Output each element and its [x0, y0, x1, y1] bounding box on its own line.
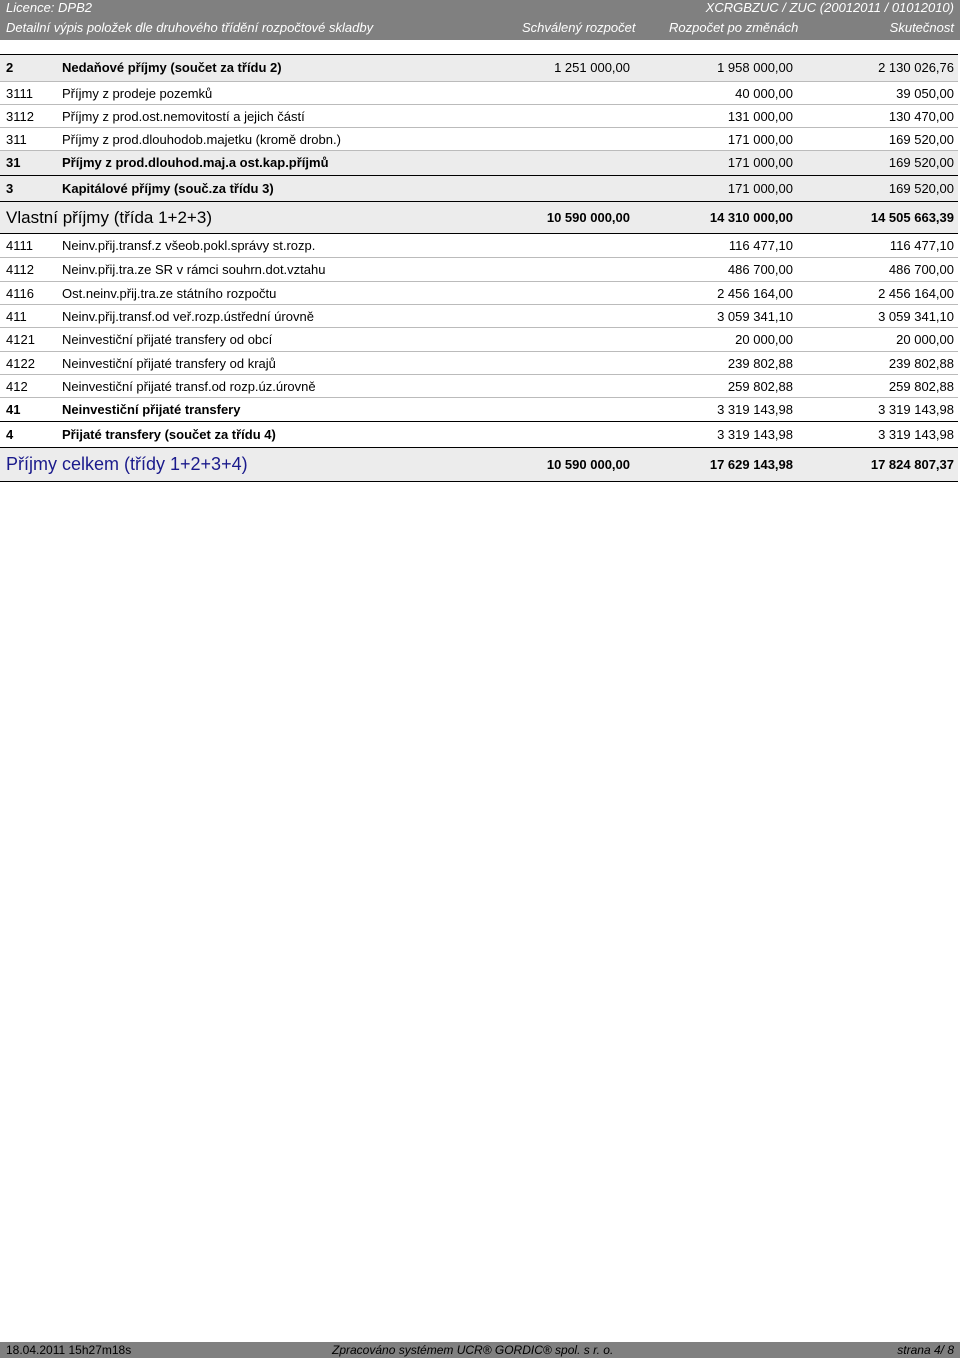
row-name: Vlastní příjmy (třída 1+2+3) [6, 208, 212, 227]
row-after-changes: 171 000,00 [727, 181, 793, 196]
table-row [0, 327, 958, 352]
row-name: Neinvestiční přijaté transfery [62, 402, 241, 417]
row-code: 4112 [6, 262, 34, 277]
table-row [0, 257, 958, 282]
row-name: Příjmy z prod.ost.nemovitostí a jejich částí [62, 109, 305, 124]
table-row [0, 150, 958, 175]
row-name: Kapitálové příjmy (souč.za třídu 3) [62, 181, 274, 196]
row-name: Neinv.přij.transf.od veř.rozp.ústřední úrovně [62, 309, 314, 324]
row-after-changes: 20 000,00 [735, 332, 793, 347]
row-name: Nedaňové příjmy (součet za třídu 2) [62, 60, 282, 75]
table-row [0, 304, 958, 328]
row-name: Příjmy z prodeje pozemků [62, 86, 213, 101]
row-approved: 10 590 000,00 [546, 210, 630, 225]
report-subtitle: Detailní výpis položek dle druhového třídění rozpočtové skladby [6, 20, 374, 35]
row-approved: 1 251 000,00 [554, 60, 630, 75]
row-after-changes: 3 059 341,10 [717, 309, 793, 324]
table-row [0, 54, 958, 81]
row-actual: 169 520,00 [888, 132, 954, 147]
row-actual: 486 700,00 [888, 262, 954, 277]
table-row [0, 127, 958, 151]
table-row [0, 351, 958, 375]
row-after-changes: 171 000,00 [727, 132, 793, 147]
row-name: Neinvestiční přijaté transf.od rozp.úz.úrovně [62, 379, 316, 394]
row-actual: 130 470,00 [888, 109, 954, 124]
row-after-changes: 40 000,00 [735, 86, 793, 101]
row-after-changes: 2 456 164,00 [717, 286, 793, 301]
row-code: 4111 [6, 238, 33, 253]
row-code: 2 [6, 60, 14, 75]
row-code: 4122 [6, 356, 35, 371]
col-header-after-changes: Rozpočet po změnách [669, 20, 799, 35]
col-header-approved: Schválený rozpočet [522, 20, 636, 35]
table-row [0, 447, 958, 482]
row-name: Neinvestiční přijaté transfery od obcí [62, 332, 273, 347]
row-name: Přijaté transfery (součet za třídu 4) [62, 427, 276, 442]
row-code: 3111 [6, 86, 33, 101]
row-actual: 3 319 143,98 [878, 402, 954, 417]
report-footer [0, 1342, 960, 1358]
report-header [0, 0, 960, 40]
row-after-changes: 1 958 000,00 [717, 60, 793, 75]
row-code: 4121 [6, 332, 35, 347]
row-name: Neinvestiční přijaté transfery od krajů [62, 356, 276, 371]
table-row [0, 175, 958, 201]
row-actual: 20 000,00 [896, 332, 954, 347]
table-row [0, 397, 958, 422]
col-header-actual: Skutečnost [889, 20, 954, 35]
row-name: Neinv.přij.transf.z všeob.pokl.správy st.rozp. [62, 238, 316, 253]
row-actual: 169 520,00 [888, 155, 954, 170]
row-after-changes: 239 802,88 [727, 356, 793, 371]
row-code: 3 [6, 181, 14, 196]
row-actual: 239 802,88 [888, 356, 954, 371]
row-name: Příjmy z prod.dlouhod.maj.a ost.kap.příjmů [62, 155, 329, 170]
row-after-changes: 116 477,10 [728, 238, 793, 253]
row-after-changes: 14 310 000,00 [709, 210, 793, 225]
row-actual: 3 319 143,98 [878, 427, 954, 442]
row-code: 311 [6, 132, 27, 147]
row-name: Příjmy z prod.dlouhodob.majetku (kromě drobn.) [62, 132, 341, 147]
table-row [0, 81, 958, 105]
table-row [0, 421, 958, 447]
row-code: 31 [6, 155, 21, 170]
table-row [0, 281, 958, 305]
table-row [0, 201, 958, 234]
row-actual: 14 505 663,39 [870, 210, 954, 225]
row-actual: 3 059 341,10 [878, 309, 954, 324]
row-actual: 2 456 164,00 [878, 286, 954, 301]
table-row [0, 234, 958, 257]
row-after-changes: 171 000,00 [727, 155, 793, 170]
row-after-changes: 259 802,88 [727, 379, 793, 394]
row-code: 4116 [6, 286, 34, 301]
row-actual: 2 130 026,76 [878, 60, 954, 75]
row-approved: 10 590 000,00 [546, 457, 630, 472]
row-name: Neinv.přij.tra.ze SR v rámci souhrn.dot.vztahu [62, 262, 326, 277]
row-code: 41 [6, 402, 21, 417]
row-code: 411 [6, 309, 27, 324]
row-after-changes: 131 000,00 [727, 109, 793, 124]
row-name: Příjmy celkem (třídy 1+2+3+4) [6, 454, 248, 474]
footer-page-number: strana 4/ 8 [897, 1343, 954, 1357]
row-code: 3112 [6, 109, 34, 124]
row-after-changes: 486 700,00 [727, 262, 793, 277]
row-actual: 259 802,88 [888, 379, 954, 394]
row-actual: 116 477,10 [889, 238, 954, 253]
row-name: Ost.neinv.přij.tra.ze státního rozpočtu [62, 286, 277, 301]
row-after-changes: 3 319 143,98 [717, 427, 793, 442]
table-row [0, 374, 958, 398]
licence-label: Licence: DPB2 [6, 0, 92, 15]
footer-processed-by: Zpracováno systémem UCR® GORDIC® spol. s r. o. [332, 1343, 614, 1357]
row-actual: 17 824 807,37 [870, 457, 954, 472]
row-actual: 39 050,00 [896, 86, 954, 101]
row-after-changes: 3 319 143,98 [717, 402, 793, 417]
footer-timestamp: 18.04.2011 15h27m18s [6, 1343, 132, 1357]
row-actual: 169 520,00 [888, 181, 954, 196]
row-code: 412 [6, 379, 28, 394]
row-code: 4 [6, 427, 14, 442]
row-after-changes: 17 629 143,98 [709, 457, 793, 472]
table-row [0, 104, 958, 128]
report-code: XCRGBZUC / ZUC (20012011 / 01012010) [705, 0, 954, 15]
